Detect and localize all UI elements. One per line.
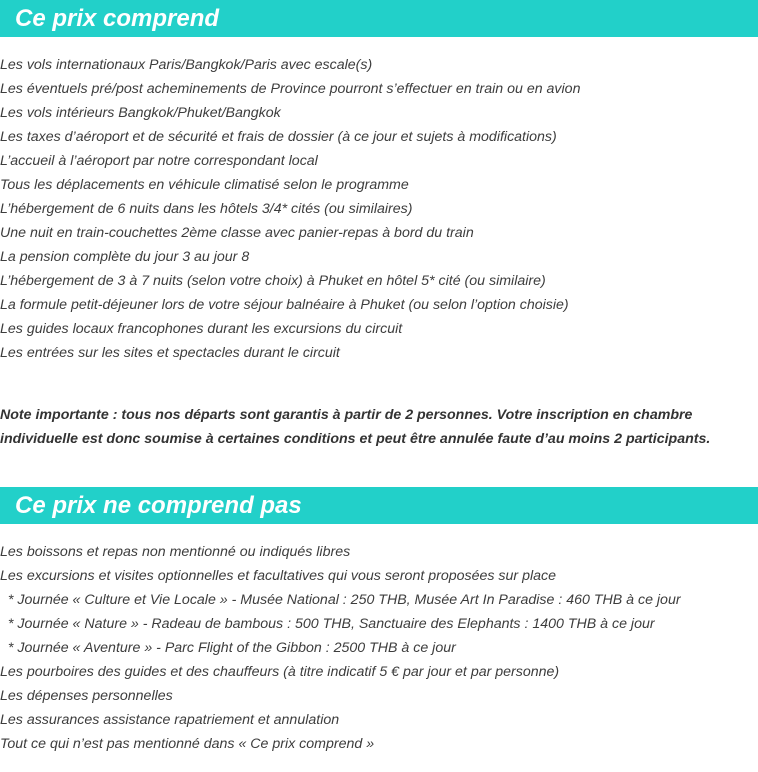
list-item: Les vols internationaux Paris/Bangkok/Paris avec escale(s) — [0, 57, 373, 73]
section-header-excluded — [0, 487, 758, 524]
list-item: La formule petit-déjeuner lors de votre séjour balnéaire à Phuket (ou selon l’option choisie) — [0, 297, 569, 313]
list-item: * Journée « Nature » - Radeau de bambous : 500 THB, Sanctuaire des Elephants : 1400 THB à ce jour — [0, 616, 655, 632]
list-item: Tout ce qui n’est pas mentionné dans « Ce prix comprend » — [0, 736, 375, 752]
list-item: Une nuit en train-couchettes 2ème classe avec panier-repas à bord du train — [0, 225, 474, 241]
list-item: L’hébergement de 6 nuits dans les hôtels 3/4* cités (ou similaires) — [0, 201, 413, 217]
section-header-included — [0, 0, 758, 37]
excluded-list — [0, 540, 681, 756]
important-note: Note importante : tous nos départs sont garantis à partir de 2 personnes. Votre inscription en chambre individuelle est donc soumise à certaines conditions et peut être annulée faute d’au moins 2 participants. — [0, 407, 711, 448]
list-item: Les guides locaux francophones durant les excursions du circuit — [0, 321, 403, 337]
list-item: Tous les déplacements en véhicule climatisé selon le programme — [0, 177, 409, 193]
list-item: L’accueil à l’aéroport par notre correspondant local — [0, 153, 318, 169]
list-item: * Journée « Culture et Vie Locale » - Musée National : 250 THB, Musée Art In Paradise : 460 THB à ce jour — [0, 592, 681, 608]
list-item: Les taxes d’aéroport et de sécurité et frais de dossier (à ce jour et sujets à modifications) — [0, 129, 557, 145]
list-item: Les vols intérieurs Bangkok/Phuket/Bangkok — [0, 105, 281, 121]
list-item: Les assurances assistance rapatriement et annulation — [0, 712, 340, 728]
list-item: Les dépenses personnelles — [0, 688, 173, 704]
list-item: La pension complète du jour 3 au jour 8 — [0, 249, 250, 265]
section-title-included: Ce prix comprend — [15, 5, 220, 32]
list-item: Les boissons et repas non mentionné ou indiqués libres — [0, 544, 351, 560]
list-item: Les excursions et visites optionnelles et facultatives qui vous seront proposées sur place — [0, 568, 556, 584]
list-item: Les entrées sur les sites et spectacles durant le circuit — [0, 345, 340, 361]
included-list — [0, 53, 580, 365]
list-item: L’hébergement de 3 à 7 nuits (selon votre choix) à Phuket en hôtel 5* cité (ou similaire) — [0, 273, 546, 289]
list-item: * Journée « Aventure » - Parc Flight of the Gibbon : 2500 THB à ce jour — [0, 640, 456, 656]
list-item: Les pourboires des guides et des chauffeurs (à titre indicatif 5 € par jour et par personne) — [0, 664, 560, 680]
list-item: Les éventuels pré/post acheminements de Province pourront s’effectuer en train ou en avion — [0, 81, 581, 97]
section-title-excluded: Ce prix ne comprend pas — [15, 492, 302, 519]
